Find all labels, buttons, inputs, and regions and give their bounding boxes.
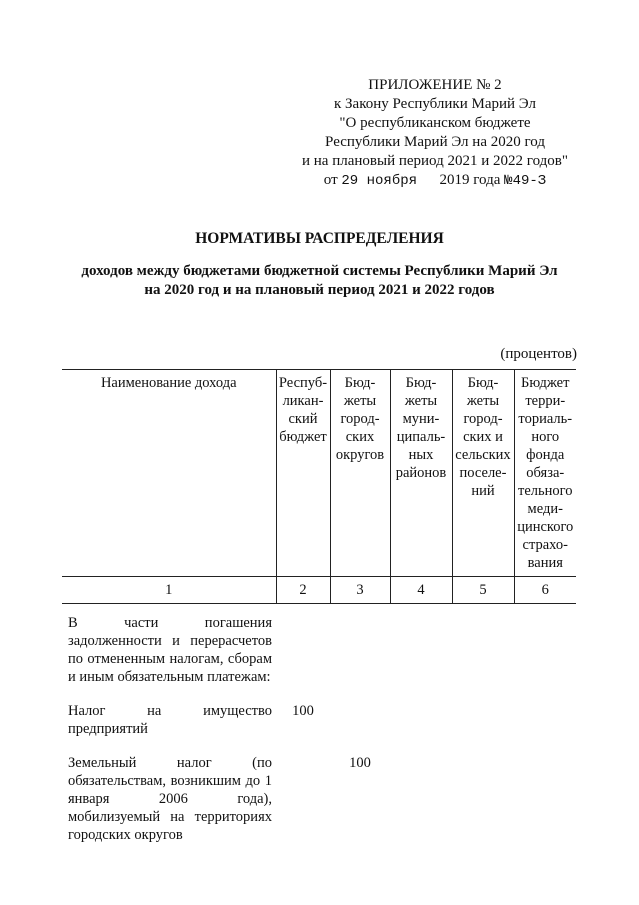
document-subtitle [60,262,579,300]
header-label: Респуб- ликан- ский бюджет [278,375,328,445]
income-name: В части погашения задолженности и перерасчетов по отмененным налогам, сборам и иным обязательным платежам: [68,615,272,685]
value-medical-fund [514,604,576,693]
norms-table [62,369,576,850]
header-income-name [62,370,276,577]
value-republican [276,744,330,850]
appendix-law-name-2: Республики Марий Эл на 2020 год [325,134,545,150]
value-settlements [452,692,514,744]
header-medical-insurance-fund [514,370,576,577]
column-number: 1 [62,577,276,604]
column-number: 5 [452,577,514,604]
appendix-law-name-1: "О республиканском бюджете [339,115,531,131]
units-label: (процентов) [500,346,577,362]
table-row [62,604,576,693]
value-medical-fund [514,744,576,850]
value-municipal-districts [390,692,452,744]
column-number: 2 [276,577,330,604]
value-settlements [452,604,514,693]
header-label: Бюд- жеты город- ских округов [335,375,385,463]
value-municipal-districts [390,604,452,693]
header-label: Бюджет терри- ториаль- ного фонда обяза- тельного меди- цинского страхо- вания [517,375,574,571]
date-day-month: 29 ноября [341,173,418,189]
value-republican [276,604,330,693]
value-city-districts [330,604,390,693]
header-republican-budget [276,370,330,577]
header-settlements [452,370,514,577]
appendix-date-line [290,171,580,191]
header-label: Бюд- жеты муни- ципаль- ных районов [395,375,447,481]
table-row [62,692,576,744]
column-number: 6 [514,577,576,604]
header-label: Бюд- жеты город- ских и сельских поселе- ний [455,375,511,499]
header-municipal-districts [390,370,452,577]
column-number: 3 [330,577,390,604]
income-name: Земельный налог (по обязательствам, возникшим до 1 января 2006 года), мобилизуемый на территориях городских округов [68,755,272,843]
header-label: Наименование дохода [100,375,237,391]
column-number-row [62,577,576,604]
value-settlements [452,744,514,850]
income-name: Налог на имущество предприятий [68,703,272,737]
table-header-row [62,370,576,577]
value-city-districts [330,692,390,744]
date-prefix: от [323,172,338,188]
document-title: НОРМАТИВЫ РАСПРЕДЕЛЕНИЯ [195,230,444,247]
value-medical-fund [514,692,576,744]
column-number: 4 [390,577,452,604]
law-number: №49-З [504,173,547,189]
appendix-law-name-3: и на плановый период 2021 и 2022 годов" [302,153,568,169]
appendix-title: ПРИЛОЖЕНИЕ № 2 [368,77,502,93]
header-city-districts [330,370,390,577]
subtitle-line-1: доходов между бюджетами бюджетной системы Республики Марий Эл [81,263,558,279]
value-municipal-districts [390,744,452,850]
appendix-law-line: к Закону Республики Марий Эл [333,96,536,112]
appendix-block [290,76,580,191]
subtitle-line-2: на 2020 год и на плановый период 2021 и 2022 годов [144,282,495,298]
table-row [62,744,576,850]
date-year: 2019 года [439,172,501,188]
value-city-districts: 100 [349,755,371,771]
value-republican: 100 [292,703,314,719]
